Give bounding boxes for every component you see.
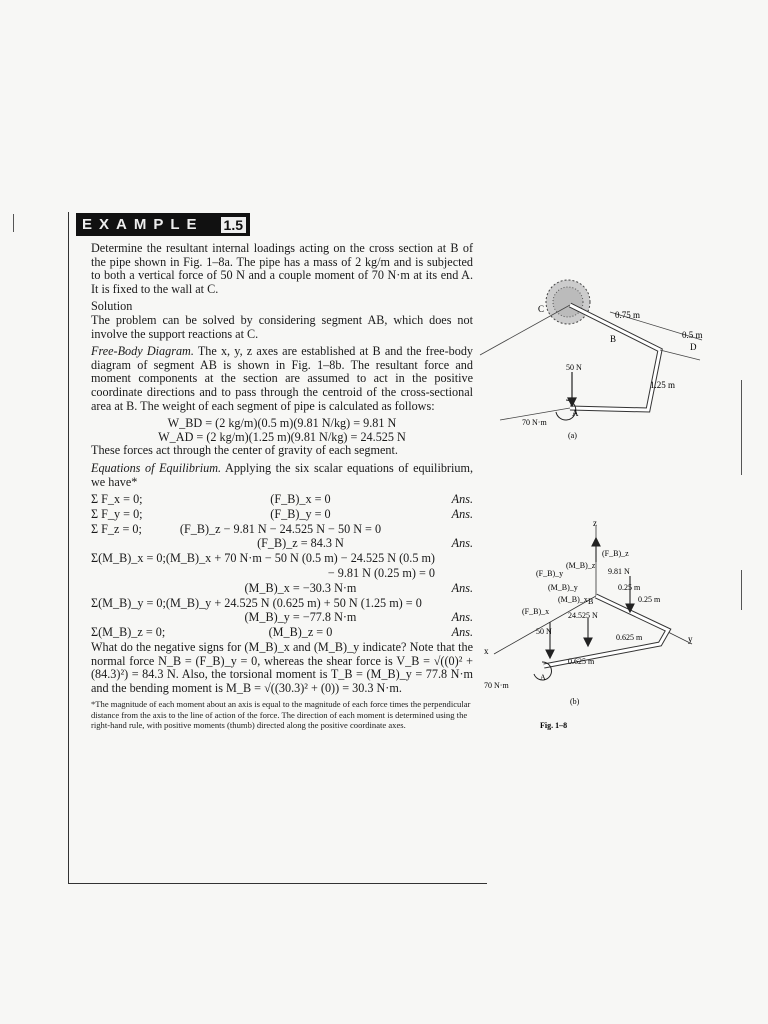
guide-lines-a bbox=[480, 305, 702, 420]
eq-body: (F_B)_z − 9.81 N − 24.525 N − 50 N = 0 bbox=[179, 521, 382, 536]
equation-row bbox=[91, 552, 473, 567]
eq-body: (M_B)_y = −77.8 N·m bbox=[244, 610, 357, 625]
dim-0625-1: 0.625 m bbox=[616, 633, 643, 642]
eq-label: Σ F_x = 0; bbox=[91, 492, 143, 507]
eq-label: Σ F_y = 0; bbox=[91, 506, 143, 521]
eq-text: Applying the six scalar equations of equilibrium, we have* bbox=[91, 460, 473, 489]
wall-c bbox=[546, 280, 590, 324]
eq-label bbox=[91, 582, 166, 597]
eq-ans bbox=[435, 567, 473, 582]
equation-row bbox=[91, 567, 473, 582]
label-fbx: (F_B)_x bbox=[522, 607, 550, 616]
dim-0625-2: 0.625 m bbox=[568, 657, 595, 666]
axis-y: y bbox=[688, 634, 693, 644]
eq-body: (M_B)_z = 0 bbox=[268, 625, 333, 640]
margin-mark bbox=[13, 214, 14, 232]
eq-body: (M_B)_x = −30.3 N·m bbox=[244, 580, 357, 595]
label-b-b: B bbox=[588, 597, 594, 606]
fbd-heading: Free-Body Diagram. bbox=[91, 344, 194, 359]
eq-ans bbox=[435, 597, 473, 612]
dim-125: 1.25 m bbox=[650, 380, 676, 390]
eq-ans: Ans. bbox=[451, 506, 473, 521]
eq-ans: Ans. bbox=[451, 492, 473, 507]
eq-label: Σ(M_B)_y = 0; bbox=[91, 595, 166, 610]
solution-intro: The problem can be solved by considering segment AB, which does not involve the support reactions at C. bbox=[91, 312, 473, 341]
figure-b bbox=[480, 518, 700, 730]
label-a-b: A bbox=[540, 673, 546, 682]
eq-body: − 9.81 N (0.25 m) = 0 bbox=[327, 566, 435, 581]
example-text bbox=[91, 242, 473, 739]
eq-label: Σ F_z = 0; bbox=[91, 521, 142, 536]
eq-label bbox=[91, 611, 166, 626]
fig-caption: Fig. 1–8 bbox=[540, 721, 568, 730]
eq-heading: Equations of Equilibrium. bbox=[91, 460, 222, 475]
label-mbz: (M_B)_z bbox=[566, 561, 596, 570]
caption-b: (b) bbox=[570, 697, 580, 706]
eq-paragraph bbox=[91, 462, 473, 489]
dim-025-1: 0.25 m bbox=[618, 583, 641, 592]
weight-ad: W_AD = (2 kg/m)(1.25 m)(9.81 N/kg) = 24.525 N bbox=[158, 429, 406, 444]
label-d: D bbox=[690, 342, 697, 352]
example-banner bbox=[76, 213, 250, 236]
label-70nm-b: 70 N·m bbox=[484, 681, 509, 690]
equation-row bbox=[91, 523, 473, 538]
eq-ans: Ans. bbox=[451, 536, 473, 551]
label-a: A bbox=[572, 408, 579, 418]
equation-row bbox=[91, 537, 473, 552]
label-mbx: (M_B)_x bbox=[558, 595, 588, 604]
label-981: 9.81 N bbox=[608, 567, 630, 576]
equations-table bbox=[91, 493, 473, 641]
force-label-a: 50 N bbox=[566, 363, 582, 372]
equation-row bbox=[91, 597, 473, 612]
solution-heading: Solution bbox=[91, 299, 133, 314]
fbd-paragraph bbox=[91, 345, 473, 413]
eq-label bbox=[91, 537, 166, 552]
weight-bd: W_BD = (2 kg/m)(0.5 m)(9.81 N/kg) = 9.81 N bbox=[167, 416, 397, 431]
label-24525: 24.525 N bbox=[568, 611, 598, 620]
axis-z: z bbox=[593, 518, 597, 528]
label-fby: (F_B)_y bbox=[536, 569, 564, 578]
eq-body: (M_B)_x + 70 N·m − 50 N (0.5 m) − 24.525 N (0.5 m) bbox=[165, 551, 435, 566]
pipe-a bbox=[570, 305, 660, 410]
dim-05: 0.5 m bbox=[682, 330, 703, 340]
eq-ans bbox=[435, 523, 473, 538]
label-mby: (M_B)_y bbox=[548, 583, 578, 592]
caption-a: (a) bbox=[568, 431, 577, 440]
label-b: B bbox=[610, 334, 617, 344]
eq-body: (F_B)_y = 0 bbox=[270, 506, 331, 521]
eq-label: Σ(M_B)_x = 0; bbox=[91, 551, 166, 566]
equation-row bbox=[91, 582, 473, 597]
eq-body: (F_B)_x = 0 bbox=[270, 492, 331, 507]
equation-row bbox=[91, 611, 473, 626]
eq-body: (M_B)_y + 24.525 N (0.625 m) + 50 N (1.25 m) = 0 bbox=[165, 595, 422, 610]
banner-word: EXAMPLE bbox=[82, 216, 204, 233]
label-fbz: (F_B)_z bbox=[602, 549, 629, 558]
eq-ans: Ans. bbox=[451, 625, 473, 640]
label-c: C bbox=[538, 304, 545, 314]
figure-a bbox=[470, 260, 710, 460]
dim-075: 0.75 m bbox=[615, 310, 641, 320]
equation-row bbox=[91, 626, 473, 641]
fbd-text: The x, y, z axes are established at B and the free-body diagram of segment AB is shown in Fig. 1–8b. The resultant force and moment components at the section are assumed to act in the positive coordinate directions and to pass through the centroid of the cross-sectional area at B. The weight of each segment of pipe is calculated as follows: bbox=[91, 344, 474, 413]
axis-x: x bbox=[484, 646, 489, 656]
moment-label-a: 70 N·m bbox=[522, 418, 547, 427]
eq-ans bbox=[435, 552, 473, 567]
discussion: What do the negative signs for (M_B)_x and (M_B)_y indicate? Note that the normal force N_B = (F_B)_y = 0, whereas the shear force is V_B = √((0)² + (84.3)²) = 84.3 N. Also, the torsional moment is T_B = (M_B)_y = 77.8 N·m and the bending moment is M_B = √((30.3)² + (0)) = 30.3 N·m. bbox=[91, 640, 473, 695]
eq-label: Σ(M_B)_z = 0; bbox=[91, 625, 166, 640]
problem-statement: Determine the resultant internal loadings acting on the cross section at B of the pipe shown in Fig. 1–8a. The pipe has a mass of 2 kg/m and is subjected to both a vertical force of 50 N and a couple moment of 70 N·m at its end A. It is fixed to the wall at C. bbox=[91, 241, 473, 296]
label-50n-b: 50 N bbox=[536, 627, 552, 636]
footnote: *The magnitude of each moment about an axis is equal to the magnitude of each force times the perpendicular distance from the axis to the line of action of the force. The direction of each moment is determined using the right-hand rule, with positive moments (thumb) directed along the positive coordinate axes. bbox=[91, 699, 471, 731]
margin-mark bbox=[741, 570, 742, 610]
equation-row bbox=[91, 508, 473, 523]
margin-mark bbox=[741, 380, 742, 475]
eq-ans: Ans. bbox=[451, 580, 473, 595]
dim-025-2: 0.25 m bbox=[638, 595, 661, 604]
eq-label bbox=[91, 567, 166, 582]
example-number: 1.5 bbox=[219, 215, 248, 235]
equation-row bbox=[91, 493, 473, 508]
eq-ans: Ans. bbox=[451, 610, 473, 625]
eq-body: (F_B)_z = 84.3 N bbox=[257, 536, 344, 551]
weights-note: These forces act through the center of gravity of each segment. bbox=[91, 443, 398, 458]
